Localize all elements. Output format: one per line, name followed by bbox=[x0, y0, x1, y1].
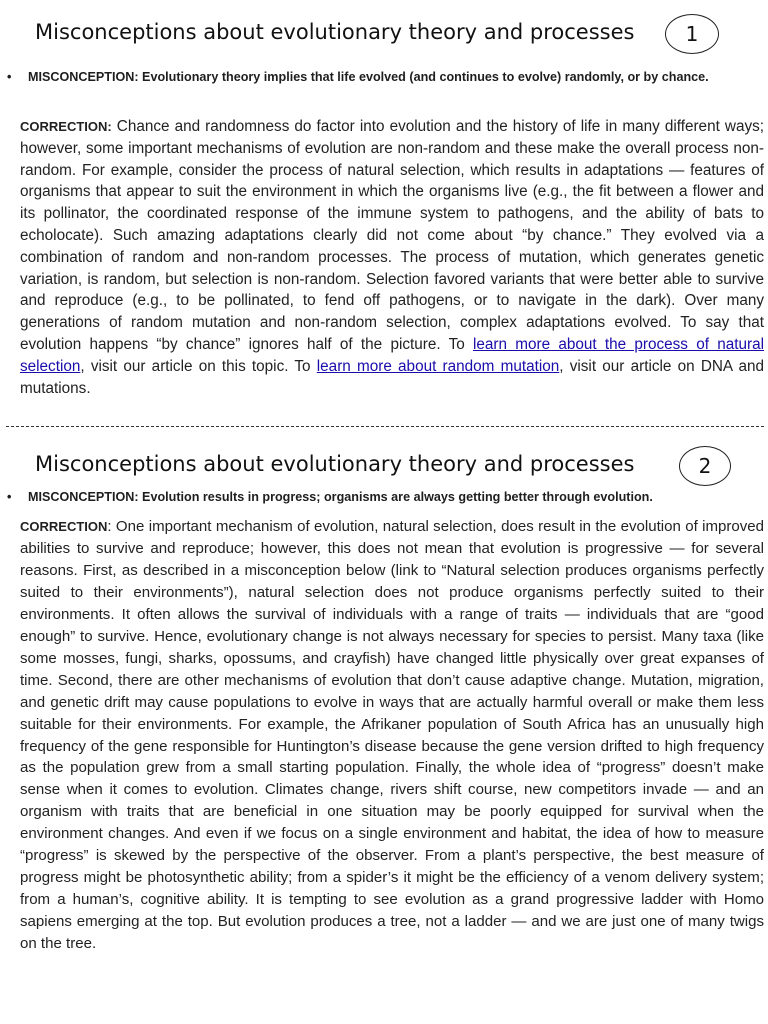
section-heading: Misconceptions about evolutionary theory and processes bbox=[35, 452, 635, 476]
correction-text-cont: , visit our article on this topic. To bbox=[80, 357, 317, 375]
correction-text: Chance and randomness do factor into evolution and the history of life in many different ways; however, some important mechanisms of evolution are non-random and these make the overall process non-random. For example, consider the process of natural selection, which results in adaptations — features of organisms that appear to suit the environment in which the organisms live (e.g., the fit between a flower and its pollinator, the coordinated response of the immune system to pathogens, and the ability of bats to echolocate). Such amazing adaptations clearly did not come about “by chance.” They evolved via a combination of random and non-random processes. The process of mutation, which generates genetic variation, is random, but selection is non-random. Selection favored variants that were better able to survive and reproduce (e.g., to be pollinated, to fend off pathogens, or to navigate in the dark). Over many generations of random mutation and non-random selection, complex adaptations evolved. To say that evolution happens “by chance” ignores half of the picture. To bbox=[20, 118, 764, 353]
natural-selection-link[interactable]: learn more about the process of natural selection bbox=[20, 335, 764, 375]
correction-label: CORRECTION: bbox=[20, 119, 112, 134]
bullet-marker: • bbox=[7, 70, 12, 84]
section-number-badge: 2 bbox=[679, 446, 731, 486]
correction-paragraph bbox=[20, 116, 764, 399]
misconception-bullet bbox=[7, 67, 762, 87]
dashed-divider bbox=[6, 426, 764, 427]
misconception-bullet bbox=[7, 487, 762, 507]
section-1 bbox=[0, 0, 768, 425]
section-number-badge: 1 bbox=[665, 14, 719, 54]
bullet-marker: • bbox=[7, 490, 12, 504]
section-heading: Misconceptions about evolutionary theory and processes bbox=[35, 20, 635, 44]
misconception-text: MISCONCEPTION: Evolutionary theory implies that life evolved (and continues to evolve) randomly, or by chance. bbox=[28, 70, 709, 84]
random-mutation-link[interactable]: learn more about random mutation bbox=[316, 357, 560, 375]
correction-text: : One important mechanism of evolution, natural selection, does result in the evolution of improved abilities to survive and reproduce; however, this does not mean that evolution is progressive — for several reasons. First, as described in a misconception below (link to “Natural selection produces organisms perfectly suited to their environments”), natural selection does not produce organisms perfectly suited to their environments. It often allows the survival of individuals with a range of traits — individuals that are “good enough” to survive. Hence, evolutionary change is not always necessary for species to persist. Many taxa (like some mosses, fungi, sharks, opossums, and crayfish) have changed little physically over great expanses of time. Second, there are other mechanisms of evolution that don’t cause adaptive change. Mutation, migration, and genetic drift may cause populations to evolve in ways that are actually harmful overall or make them less suitable for their environments. For example, the Afrikaner population of South Africa has an unusually high frequency of the gene responsible for Huntington’s disease because the gene version drifted to high frequency as the population grew from a small starting population. Finally, the whole idea of “progress” doesn’t make sense when it comes to evolution. Climates change, rivers shift course, new competitors invade — and an organism with traits that are beneficial in one situation may be poorly equipped for survival when the environment changes. And even if we focus on a single environment and habitat, the idea of how to measure “progress” is skewed by the perspective of the observer. From a plant’s perspective, the best measure of progress might be photosynthetic ability; from a spider’s it might be the efficiency of a venom delivery system; from a human’s, cognitive ability. It is tempting to see evolution as a grand progressive ladder with Homo sapiens emerging at the top. But evolution produces a tree, not a ladder — and we are just one of many twigs on the tree. bbox=[20, 518, 764, 953]
misconception-text: MISCONCEPTION: Evolution results in progress; organisms are always getting better through evolution. bbox=[28, 490, 653, 504]
correction-paragraph bbox=[20, 516, 764, 955]
correction-label: CORRECTION bbox=[20, 519, 108, 534]
section-2 bbox=[0, 430, 768, 1024]
correction-text-end: , visit our article on DNA and mutations. bbox=[20, 357, 764, 397]
